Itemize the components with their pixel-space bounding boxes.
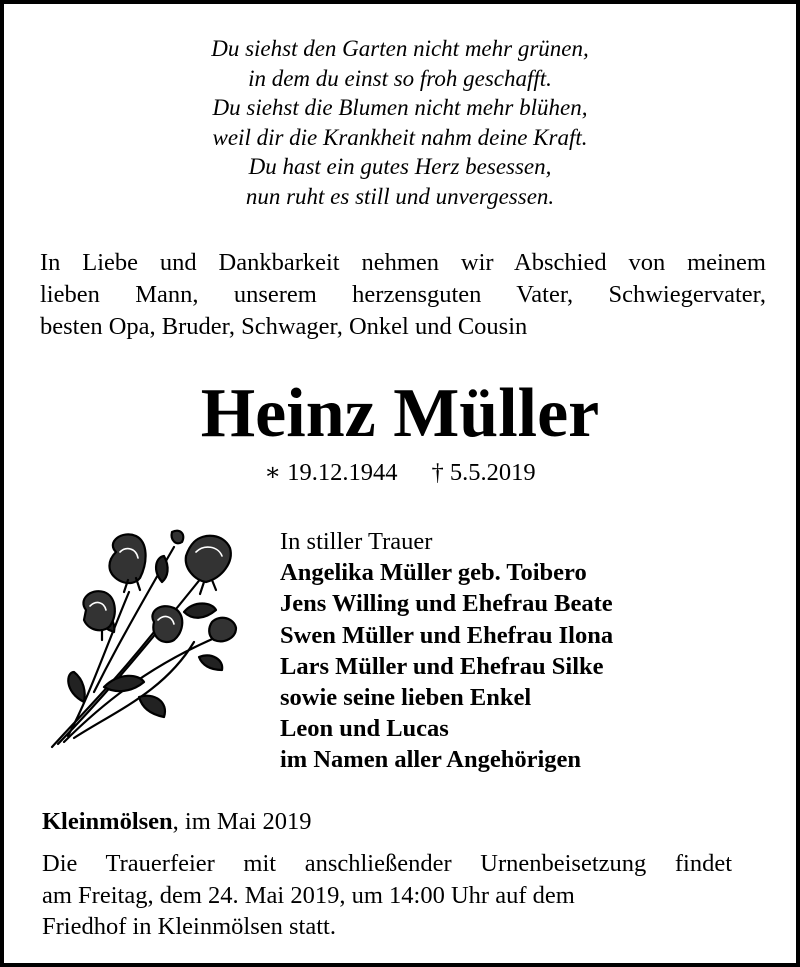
farewell-text	[40, 247, 766, 343]
birth-date: ∗ 19.12.1944	[264, 459, 398, 486]
place-town: Kleinmölsen	[42, 808, 173, 835]
poem-line: in dem du einst so froh geschafft.	[248, 65, 552, 91]
mourners-list	[280, 526, 613, 776]
mourner-name: Swen Müller und Ehefrau Ilona	[280, 621, 614, 649]
ceremony-info	[42, 848, 732, 943]
roses-bouquet-icon	[44, 522, 254, 752]
farewell-line: lieben Mann, unserem herzensguten Vater, Schwiegervater,	[40, 281, 766, 308]
poem-line: Du siehst die Blumen nicht mehr blühen,	[212, 95, 588, 120]
farewell-line: In Liebe und Dankbarkeit nehmen wir Abschied von meinem	[40, 249, 766, 276]
farewell-line: besten Opa, Bruder, Schwager, Onkel und Cousin	[40, 313, 528, 340]
mourner-name: Lars Müller und Ehefrau Silke	[280, 652, 604, 680]
mourners-heading: In stiller Trauer	[280, 528, 433, 555]
ceremony-line: Die Trauerfeier mit anschließender Urnenbeisetzung findet	[42, 850, 732, 877]
mourner-name: im Namen aller Angehörigen	[280, 746, 582, 774]
mourner-name: Angelika Müller geb. Toibero	[280, 559, 587, 587]
poem-line: Du hast ein gutes Herz besessen,	[248, 154, 552, 179]
life-dates	[4, 458, 796, 488]
poem	[4, 34, 796, 211]
poem-line: Du siehst den Garten nicht mehr grünen,	[211, 36, 589, 61]
poem-line: weil dir die Krankheit nahm deine Kraft.	[212, 124, 588, 150]
place-date: , im Mai 2019	[172, 808, 312, 835]
mourner-name: sowie seine lieben Enkel	[280, 684, 532, 712]
ceremony-line: Friedhof in Kleinmölsen statt.	[42, 913, 336, 940]
poem-line: nun ruht es still und unvergessen.	[245, 183, 555, 209]
death-date: † 5.5.2019	[431, 459, 536, 486]
place-and-date	[42, 806, 312, 838]
mourner-name: Leon und Lucas	[280, 715, 449, 743]
deceased-name: Heinz Müller	[200, 375, 600, 452]
mourner-name: Jens Willing und Ehefrau Beate	[280, 590, 613, 618]
ceremony-line: am Freitag, dem 24. Mai 2019, um 14:00 Uhr auf dem	[42, 881, 575, 909]
